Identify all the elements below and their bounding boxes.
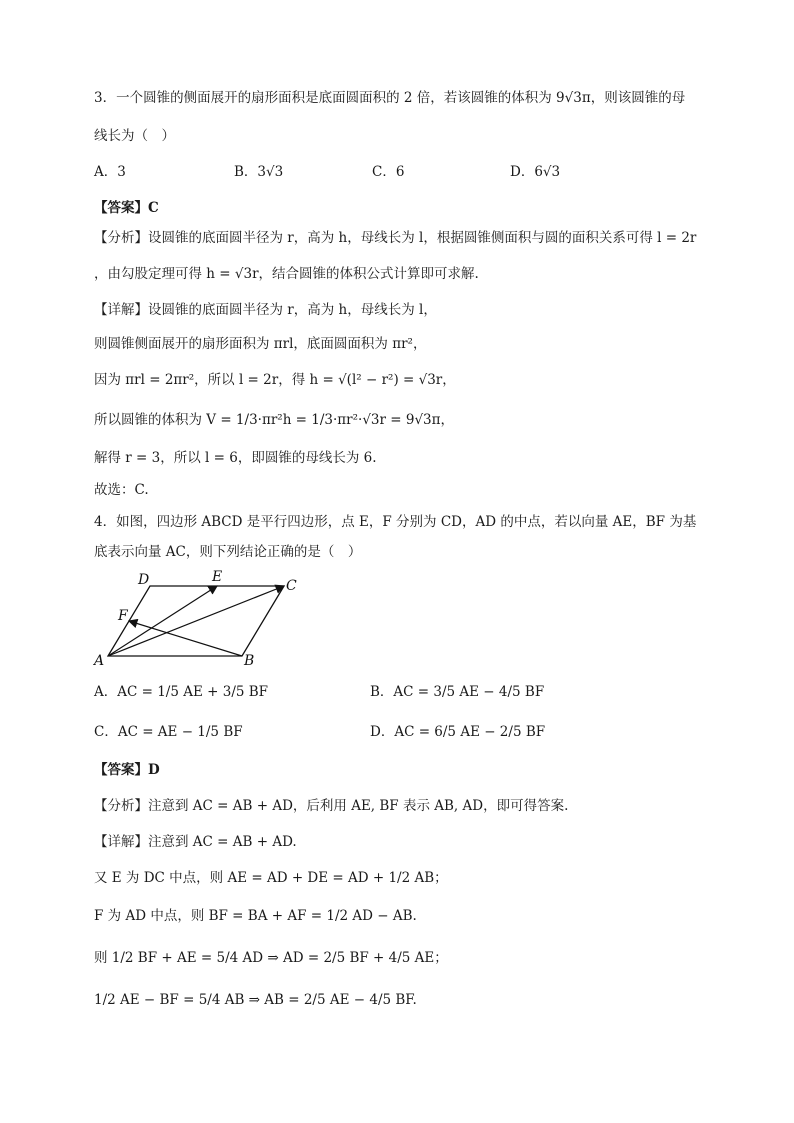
q3-stem-line1: 3．一个圆锥的侧面展开的扇形面积是底面圆面积的 2 倍，若该圆锥的体积为 9√3π，则该圆锥的母	[94, 90, 686, 106]
label-d: D	[138, 572, 150, 588]
q4-option-d: D．AC = 6/5 AE − 2/5 BF	[370, 724, 546, 740]
q4-stem-line2: 底表示向量 AC，则下列结论正确的是（ ）	[94, 544, 362, 560]
q3-detail-line: 解得 r = 3，所以 l = 6，即圆锥的母线长为 6.	[94, 450, 377, 466]
label-e: E	[212, 569, 223, 585]
q3-detail-line: 所以圆锥的体积为 V = 1/3·πr²h = 1/3·πr²·√3r = 9√3π，	[94, 412, 455, 428]
q4-option-c: C．AC = AE − 1/5 BF	[94, 724, 243, 740]
label-f: F	[118, 608, 128, 624]
label-a: A	[94, 653, 105, 668]
q3-analysis-line1: 【分析】设圆锥的底面圆半径为 r，高为 h，母线长为 l，根据圆锥侧面积与圆的面积关系可得 l = 2r	[94, 230, 697, 246]
q3-option-c: C．6	[372, 164, 405, 180]
q4-detail-line: 1/2 AE − BF = 5/4 AB ⇒ AB = 2/5 AE − 4/5 BF.	[94, 992, 417, 1008]
q4-detail-line: 【详解】注意到 AC = AB + AD.	[94, 834, 297, 850]
vector-ac	[108, 586, 284, 656]
q3-option-d: D．6√3	[510, 164, 561, 180]
q3-stem-line2: 线长为（ ）	[94, 128, 175, 144]
q4-analysis: 【分析】注意到 AC = AB + AD，后利用 AE, BF 表示 AB, AD，即可得答案.	[94, 798, 569, 814]
q3-option-a: A．3	[94, 164, 126, 180]
q3-option-b: B．3√3	[234, 164, 284, 180]
label-b: B	[244, 653, 255, 668]
q4-option-a: A．AC = 1/5 AE + 3/5 BF	[94, 684, 269, 700]
q3-analysis-line2: ，由勾股定理可得 h = √3r，结合圆锥的体积公式计算即可求解.	[94, 266, 479, 282]
q3-detail-line: 故选：C.	[94, 482, 149, 498]
q3-detail-line: 因为 πrl = 2πr²，所以 l = 2r，得 h = √(l² − r²) = √3r，	[94, 372, 456, 388]
q4-detail-line: F 为 AD 中点，则 BF = BA + AF = 1/2 AD − AB.	[94, 908, 417, 924]
q4-option-b: B．AC = 3/5 AE − 4/5 BF	[370, 684, 545, 700]
q4-answer: 【答案】D	[94, 762, 160, 778]
q4-stem-line1: 4．如图，四边形 ABCD 是平行四边形，点 E，F 分别为 CD，AD 的中点，若以向量 AE，BF 为基	[94, 514, 697, 530]
vector-bf	[129, 621, 242, 656]
q3-answer: 【答案】C	[94, 200, 159, 216]
q3-detail-line: 【详解】设圆锥的底面圆半径为 r，高为 h，母线长为 l，	[94, 302, 437, 318]
q4-detail-line: 则 1/2 BF + AE = 5/4 AD ⇒ AD = 2/5 BF + 4/5 AE；	[94, 950, 448, 966]
q4-detail-line: 又 E 为 DC 中点，则 AE = AD + DE = AD + 1/2 AB；	[94, 870, 448, 886]
q3-detail-line: 则圆锥侧面展开的扇形面积为 πrl，底面圆面积为 πr²，	[94, 336, 427, 352]
label-c: C	[286, 578, 297, 594]
parallelogram-figure	[92, 568, 312, 668]
